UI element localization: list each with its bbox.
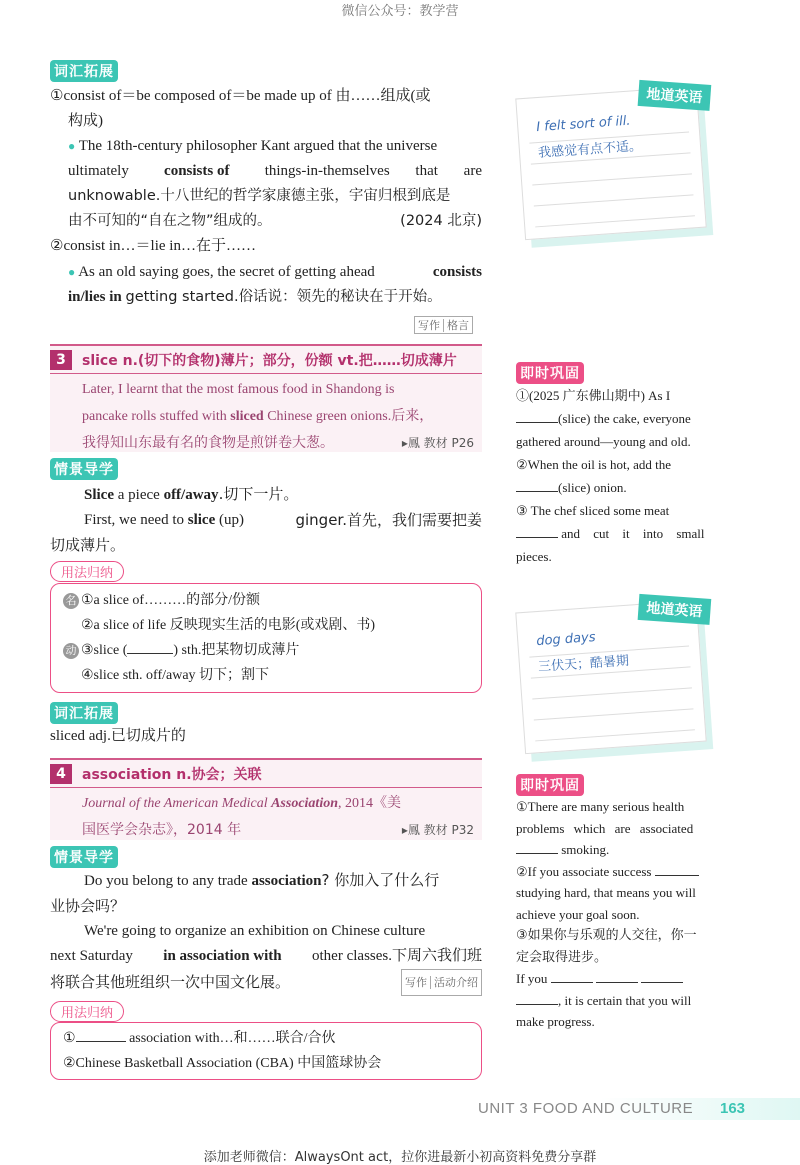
word-headline: association n.协会；关联 (82, 767, 262, 783)
answer-blank[interactable] (641, 982, 683, 983)
word-headline: slice n.(切下的食物)薄片；部分，份额 vt.把……切成薄片 (82, 353, 457, 369)
page-number: 163 (720, 1100, 746, 1117)
consist-of-entry: ①consist of＝be composed of＝be made up of 由……组成(或 构成) (50, 88, 431, 129)
answer-blank[interactable] (655, 875, 699, 876)
answer-blank[interactable] (516, 491, 558, 492)
usage-summary-tag: 用法归纳 (50, 561, 124, 582)
scene-tag: 情景导学 (50, 458, 118, 480)
bullet-icon: ● (68, 139, 76, 153)
answer-blank[interactable] (551, 982, 593, 983)
idiom-note-1: 地道英语 I felt sort of ill. 我感觉有点不适。 (515, 86, 706, 240)
textbook-source: ▸鳳 教材 P26 (401, 436, 474, 450)
quiz-association: ①There are many serious health problems which are associated smoking. ②If you associate success studying hard, that means you will achieve your goal soon. ③如果你与乐观的人交往，你一 定会取得进步。 If you , it is certain that you will make progress. (516, 796, 723, 1033)
idiom-tape: 地道英语 (638, 594, 712, 625)
association-scene: Do you belong to any trade association? 你加入了什么行 业协会吗？ We're going to organize an exhibition on Chinese culture next Saturday in association with other classes.下周六我们班 将联合其他班组织一次中国文化展。 写作 活动介绍 (50, 868, 482, 996)
answer-blank[interactable] (516, 1004, 558, 1005)
vocab-extension-tag-2: 词汇拓展 (50, 702, 118, 724)
answer-blank[interactable] (516, 422, 558, 423)
consist-in-example: ● As an old saying goes, the secret of getting ahead consists in/lies in getting started.俗话说：领先的秘诀在于开始。 (68, 264, 482, 305)
textbook-source: ▸鳳 教材 P32 (401, 823, 474, 837)
word-card-slice: 3 slice n.(切下的食物)薄片；部分，份额 vt.把……切成薄片 Later, I learnt that the most famous food in Shandong is pancake rolls stuffed with sliced Chinese green onions.后来， 我得知山东最有名的食物是煎饼卷大葱。 ▸鳳 教材 P26 (50, 344, 482, 452)
answer-blank[interactable] (127, 653, 173, 654)
quiz-slice: ①(2025 广东佛山期中) As I (slice) the cake, everyone gathered around—young and old. ②When the oil is hot, add the (slice) onion. ③ The chef sliced some meat and cut it into small pieces. (516, 388, 705, 564)
scene-tag-2: 情景导学 (50, 846, 118, 868)
writing-motto-stamp: 写作 格言 (414, 316, 473, 334)
answer-blank[interactable] (516, 853, 558, 854)
vocab-extension-tag: 词汇拓展 (50, 60, 118, 82)
noun-mark: 名 (63, 593, 79, 609)
idiom-note-2: 地道英语 dog days 三伏天；酷暑期 (515, 600, 706, 754)
sliced-entry: sliced adj.已切成片的 (50, 728, 186, 744)
quiz-tag-2: 即时巩固 (516, 774, 584, 796)
answer-blank[interactable] (76, 1041, 126, 1042)
consist-in-entry: ②consist in…＝lie in…在于…… (50, 238, 256, 254)
word-number: 3 (50, 350, 72, 370)
top-watermark: 微信公众号：教学营 (341, 4, 459, 19)
example-source: (2024 北京) (400, 213, 482, 229)
usage-summary-tag-2: 用法归纳 (50, 1001, 124, 1022)
word-number: 4 (50, 764, 72, 784)
consist-of-example: ● The 18th-century philosopher Kant argued that the universe ultimately consists of things-in-themselves that are unknowable.十八世纪的哲学家康德主张，宇宙归根到底是 由不可知的“自在之物”组成的。 (2024 北京) (68, 134, 482, 234)
usage-box-association: ① association with…和……联合/合伙 ②Chinese Basketball Association (CBA) 中国篮球协会 (50, 1022, 482, 1080)
bullet-icon: ● (68, 265, 76, 279)
footer-unit: UNIT 3 FOOD AND CULTURE (478, 1100, 694, 1117)
word-card-association: 4 association n.协会；关联 Journal of the American Medical Association, 2014《美 国医学会杂志》，2014 年 ▸鳳 教材 P32 (50, 758, 482, 840)
answer-blank[interactable] (596, 982, 638, 983)
answer-blank[interactable] (516, 537, 558, 538)
bottom-watermark: 添加老师微信：AlwaysOnt act，拉你进最新小初高资料免费分享群 (203, 1150, 597, 1165)
idiom-tape: 地道英语 (638, 80, 712, 111)
quiz-tag: 即时巩固 (516, 362, 584, 384)
usage-box-slice: 名 ①a slice of………的部分/份额 ②a slice of life 反映现实生活的电影(或戏剧、书) 动 ③slice ( ) sth.把某物切成薄片 ④slice sth. off/away 切下；割下 (50, 583, 482, 693)
slice-scene: Slice a piece off/away.切下一片。 First, we need to slice (up) ginger.首先，我们需要把姜 切成薄片。 (50, 485, 482, 554)
writing-activity-stamp: 写作 活动介绍 (401, 969, 482, 996)
verb-mark: 动 (63, 643, 79, 659)
